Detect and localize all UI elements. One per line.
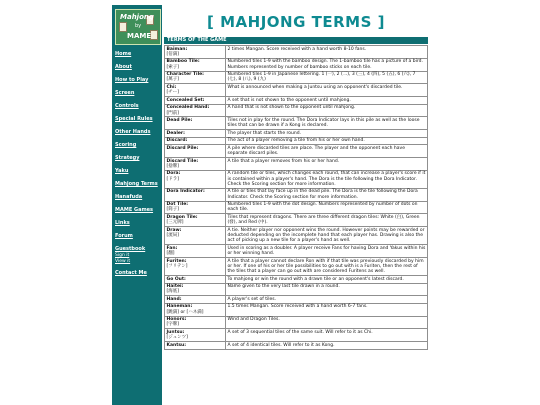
- term-definition: A set that is not shown to the opponent until mahjong.: [226, 97, 428, 104]
- term-definition: What is announced when making a Juntsu using an opponent's discarded tile.: [226, 84, 428, 97]
- term-definition: A player's set of tiles.: [226, 296, 428, 303]
- term-label: Baiman:: [166, 46, 188, 52]
- term-cell: [165, 104, 226, 117]
- term-japanese: [字牌]: [166, 322, 180, 328]
- table-row: [165, 214, 428, 227]
- term-japanese: [チー]: [166, 90, 180, 96]
- term-definition: A set of 4 identical tiles. Will refer to it as Kong.: [226, 342, 428, 349]
- term-japanese: [筒子]: [166, 207, 180, 213]
- term-japanese: [フリテン]: [166, 263, 188, 269]
- guestbook-sign-link[interactable]: Sign it: [115, 253, 130, 258]
- term-cell: [165, 316, 226, 329]
- term-label: Haitei:: [166, 284, 184, 290]
- table-row: [165, 283, 428, 296]
- nav-other-hands[interactable]: Other Hands: [115, 129, 151, 135]
- table-row: [165, 296, 428, 303]
- term-definition: A hand that is not shown to the opponent until mahjong.: [226, 104, 428, 117]
- term-cell: [165, 257, 226, 275]
- nav-how-to-play[interactable]: How to Play: [115, 77, 149, 83]
- table-row: [165, 117, 428, 130]
- page-title: [ MAHJONG TERMS ]: [207, 13, 385, 31]
- term-cell: [165, 296, 226, 303]
- table-row: [165, 157, 428, 170]
- nav-screen[interactable]: Screen: [115, 90, 135, 96]
- term-label: Dragon Tile:: [166, 214, 198, 220]
- term-cell: [165, 170, 226, 188]
- tile-graphic: [150, 30, 158, 40]
- term-cell: [165, 157, 226, 170]
- term-label: Character Tile:: [166, 72, 204, 78]
- term-definition: The player that starts the round.: [226, 130, 428, 137]
- term-japanese: [ドラ]: [166, 176, 180, 182]
- term-definition: Numbered tiles 1-9 in Japanese lettering. 1 (一), 2 (二), 3 (三), 4 (四), 5 (五), 6 (六), 7 (七), 8 (八), 9 (九): [226, 71, 428, 84]
- nav-about[interactable]: About: [115, 64, 132, 70]
- term-definition: A random tile or tiles, which changes each round, that can increase a player's score if it is contained within a player's hand. The Dora is the tile following the Dora Indicator. Check the Scoring section for more information.: [226, 170, 428, 188]
- nav-yaku[interactable]: Yaku: [115, 168, 129, 174]
- term-definition: A set of 3 sequential tiles of the same suit. Will refer to it as Chi.: [226, 329, 428, 342]
- nav-mahjong-terms[interactable]: Mahjong Terms: [115, 181, 158, 187]
- term-cell: [165, 188, 226, 201]
- term-cell: [165, 214, 226, 227]
- term-definition: Tiles not in play for the round. The Dora Indicator lays in this pile as well as the loose tiles that can be drawn if a Kong is declared.: [226, 117, 428, 130]
- nav-hanafuda[interactable]: Hanafuda: [115, 194, 143, 200]
- term-label: Kantsu:: [166, 342, 187, 348]
- term-japanese: [三元牌]: [166, 220, 184, 226]
- table-row: [165, 342, 428, 349]
- term-cell: [165, 283, 226, 296]
- nav-strategy[interactable]: Strategy: [115, 155, 140, 161]
- nav-home[interactable]: Home: [115, 51, 132, 57]
- table-row: [165, 71, 428, 84]
- table-row: [165, 46, 428, 59]
- term-japanese: [海底]: [166, 289, 180, 295]
- term-definition: Numbered tiles 1-9 with the dot design. Numbers represented by number of dots on each tile.: [226, 201, 428, 214]
- term-label: Haneman:: [166, 304, 193, 310]
- term-label: Juntsu:: [166, 329, 185, 335]
- term-label: Chi:: [166, 84, 177, 90]
- term-definition: Tiles that represent dragons. There are three different dragon tiles: White (白), Green (發), and Red (中).: [226, 214, 428, 227]
- table-row: [165, 329, 428, 342]
- term-cell: [165, 201, 226, 214]
- term-label: Fan:: [166, 245, 178, 251]
- nav-contact[interactable]: Contact Me: [115, 270, 147, 276]
- table-row: [165, 170, 428, 188]
- term-label: Dealer:: [166, 130, 185, 136]
- term-japanese: [門前]: [166, 110, 180, 116]
- term-cell: [165, 342, 226, 349]
- term-cell: [165, 71, 226, 84]
- term-japanese: [萬子]: [166, 77, 180, 83]
- term-definition: Used in scoring as a doubler. A player receive Fans for having Dora and Yakus within his or her winning hand.: [226, 245, 428, 258]
- term-definition: A tie. Neither player nor opponent wins the round. However points may be rewarded or deducted depending on the incomplete hand that each player has. Drawing is also the act of picking up a new tile for a player's hand as well.: [226, 227, 428, 245]
- term-label: Discard Pile:: [166, 145, 199, 151]
- term-label: Concealed Hand:: [166, 105, 210, 111]
- table-row: [165, 58, 428, 71]
- term-label: Concealed Set:: [166, 97, 205, 103]
- logo-text: by: [135, 23, 142, 29]
- main-content: [164, 5, 428, 405]
- term-label: Draw:: [166, 227, 182, 233]
- table-row: [165, 227, 428, 245]
- nav-special-rules[interactable]: Special Rules: [115, 116, 153, 122]
- term-definition: 1.5 times Mangan. Score received with a hand worth 6-7 fans.: [226, 303, 428, 316]
- nav-controls[interactable]: Controls: [115, 103, 139, 109]
- term-label: Dot Tile:: [166, 202, 189, 208]
- term-definition: To mahjong or win the round with a drawn tile or an opponent's latest discard.: [226, 276, 428, 283]
- term-japanese: [索子]: [166, 64, 180, 70]
- term-cell: [165, 46, 226, 59]
- tile-graphic: [119, 22, 127, 32]
- nav-mame-games[interactable]: MAME Games: [115, 207, 154, 213]
- term-definition: Numbered tiles 1-9 with the bamboo design. The 1-bamboo tile has a picture of a bird. Numbers represented by number of bamboo sticks on each tile.: [226, 58, 428, 71]
- table-row: [165, 145, 428, 158]
- table-row: [165, 137, 428, 144]
- logo-text: Mahjong: [120, 13, 154, 21]
- table-row: [165, 130, 428, 137]
- site-logo[interactable]: [115, 9, 161, 45]
- term-definition: A tile that a player cannot declare Ron with if that tile was previously discarded by him or her. If one of his or her tile possibilities to go out with is a Furiten, then the rest of the tiles that a player can go out with are considered Furitens as well.: [226, 257, 428, 275]
- term-japanese: [捨牌]: [166, 163, 180, 169]
- sidebar: [112, 5, 162, 405]
- term-cell: [165, 58, 226, 71]
- term-definition: A tile that a player removes from his or her hand.: [226, 157, 428, 170]
- term-label: Furiten:: [166, 258, 187, 264]
- table-row: [165, 188, 428, 201]
- term-definition: 2 times Mangan. Score received with a hand worth 8-10 fans.: [226, 46, 428, 59]
- nav-links[interactable]: Links: [115, 220, 130, 226]
- term-label: Discard Tile:: [166, 158, 199, 164]
- term-cell: [165, 276, 226, 283]
- term-definition: A tile or tiles that lay face up in the dead pile. The Dora is the tile following the Dora Indicator. Check the Scoring section for more information.: [226, 188, 428, 201]
- term-definition: Name given to the very last tile drawn in a round.: [226, 283, 428, 296]
- term-label: Dora:: [166, 171, 181, 177]
- term-cell: [165, 130, 226, 137]
- term-definition: Wind and Dragon Tiles.: [226, 316, 428, 329]
- term-cell: [165, 145, 226, 158]
- term-japanese: [跳満] or [ハネ満]: [166, 309, 204, 315]
- term-japanese: [ジュンツ]: [166, 335, 188, 341]
- term-cell: [165, 137, 226, 144]
- nav-forum[interactable]: Forum: [115, 233, 133, 239]
- term-cell: [165, 303, 226, 316]
- table-row: [165, 316, 428, 329]
- term-cell: [165, 227, 226, 245]
- term-label: Dora Indicator:: [166, 189, 205, 195]
- terms-table: [164, 45, 428, 350]
- term-japanese: [翻]: [166, 251, 175, 257]
- term-definition: The act of a player removing a tile from his or her own hand.: [226, 137, 428, 144]
- term-label: Dead Pile:: [166, 117, 193, 123]
- table-row: [165, 201, 428, 214]
- page: [112, 5, 428, 405]
- term-cell: [165, 117, 226, 130]
- term-label: Honors:: [166, 317, 187, 323]
- table-row: [165, 84, 428, 97]
- term-label: Go Out:: [166, 276, 186, 282]
- term-cell: [165, 329, 226, 342]
- term-japanese: [倍満]: [166, 51, 180, 57]
- table-row: [165, 257, 428, 275]
- section-title: TERMS OF THE GAME: [164, 37, 428, 44]
- term-japanese: [流局]: [166, 233, 180, 239]
- table-row: [165, 245, 428, 258]
- term-definition: A pile where discarded tiles are place. The player and the opponent each have separate discard piles.: [226, 145, 428, 158]
- sidebar-nav: [115, 51, 162, 283]
- table-row: [165, 276, 428, 283]
- term-cell: [165, 97, 226, 104]
- table-row: [165, 104, 428, 117]
- term-cell: [165, 245, 226, 258]
- logo-text: MAME: [127, 32, 152, 40]
- guestbook-view-link[interactable]: View it: [115, 259, 131, 264]
- term-cell: [165, 84, 226, 97]
- table-row: [165, 97, 428, 104]
- term-label: Discard:: [166, 138, 188, 144]
- nav-guestbook[interactable]: Guestbook: [115, 246, 146, 252]
- nav-scoring[interactable]: Scoring: [115, 142, 137, 148]
- term-label: Bamboo Tile:: [166, 59, 200, 65]
- term-label: Hand:: [166, 296, 182, 302]
- table-row: [165, 303, 428, 316]
